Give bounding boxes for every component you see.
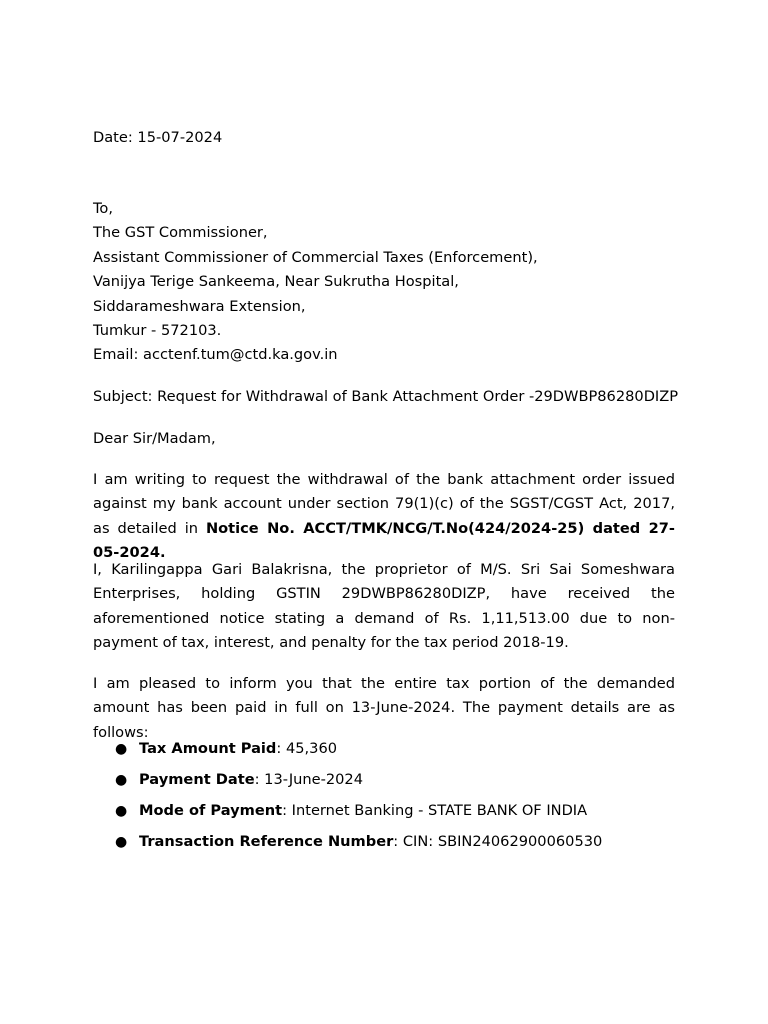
list-item [93, 799, 602, 830]
payment-detail-label: Tax Amount Paid [139, 740, 277, 757]
payment-detail-value: : CIN: SBIN24062900060530 [393, 833, 603, 850]
payment-detail-value: : 45,360 [276, 740, 338, 757]
recipient-address [93, 197, 538, 368]
bullet-icon: ● [115, 834, 128, 850]
payment-detail-label: Mode of Payment [139, 802, 283, 819]
payment-detail-label: Payment Date [139, 771, 255, 788]
letter-salutation: Dear Sir/Madam, [93, 430, 216, 447]
address-line-4: Siddarameshwara Extension, [93, 297, 306, 315]
payment-detail-label: Transaction Reference Number [139, 833, 394, 850]
list-item [93, 737, 602, 768]
paragraph-request-text: I am writing to request the withdrawal of the bank attachment order issued against my bank account under section 79(1)(c) of the SGST/CGST Act, 2017, as detailed in [93, 471, 675, 537]
address-email: Email: acctenf.tum@ctd.ka.gov.in [93, 346, 338, 364]
paragraph-request [93, 468, 675, 566]
paragraph-payment-intro: I am pleased to inform you that the entire tax portion of the demanded amount has been paid in full on 13-June-2024. The payment details are as follows: [93, 675, 675, 741]
bullet-icon: ● [115, 772, 128, 788]
letter-date: Date: 15-07-2024 [93, 129, 223, 146]
address-to: To, [93, 200, 114, 217]
payment-details-list [93, 737, 602, 861]
payment-detail-value: : Internet Banking - STATE BANK OF INDIA [282, 802, 588, 819]
address-line-5: Tumkur - 572103. [93, 321, 222, 339]
bullet-icon: ● [115, 741, 128, 757]
payment-detail-value: : 13-June-2024 [254, 771, 364, 788]
address-line-3: Vanijya Terige Sankeema, Near Sukrutha Hospital, [93, 273, 459, 291]
address-line-2: Assistant Commissioner of Commercial Taxes (Enforcement), [93, 248, 538, 266]
bullet-icon: ● [115, 803, 128, 819]
paragraph-proprietor: I, Karilingappa Gari Balakrisna, the proprietor of M/S. Sri Sai Someshwara Enterprises, holding GSTIN 29DWBP86280DIZP, have received the aforementioned notice stating a demand of Rs. 1,11,513.00 due to non-payment of tax, interest, and penalty for the tax period 2018-19. [93, 561, 675, 652]
list-item [93, 768, 602, 799]
address-line-1: The GST Commissioner, [93, 224, 268, 242]
notice-reference: Notice No. ACCT/TMK/NCG/T.No(424/2024-25) dated 27-05-2024. [93, 519, 675, 562]
list-item [93, 830, 602, 861]
letter-subject: Subject: Request for Withdrawal of Bank Attachment Order -29DWBP86280DIZP [93, 388, 679, 405]
